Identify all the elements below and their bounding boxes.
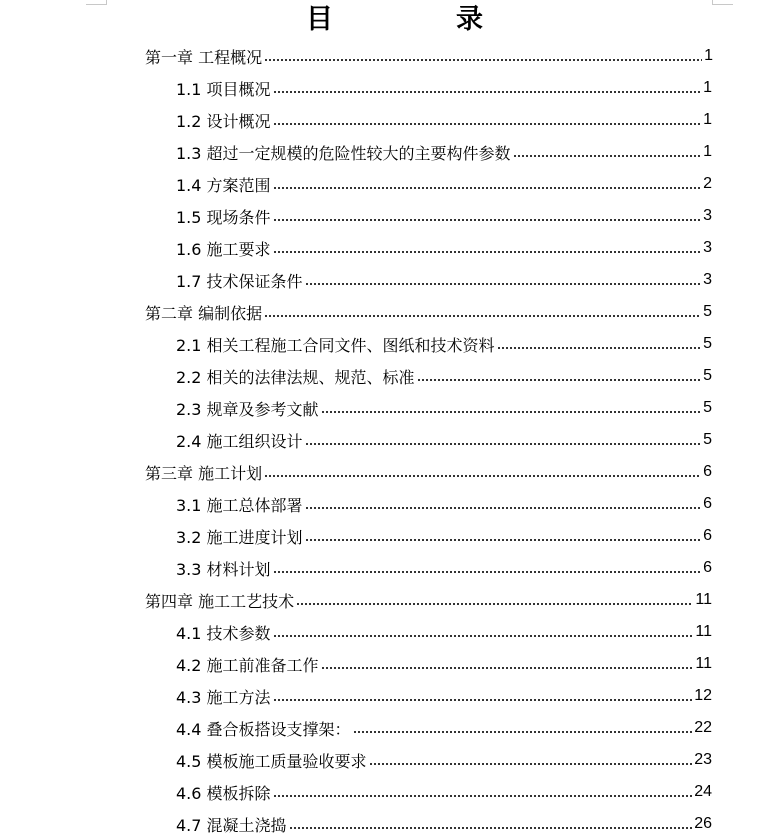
toc-title: 目 录 <box>306 4 531 35</box>
toc-page-number: 5 <box>703 431 712 448</box>
toc-page-number: 5 <box>703 335 712 352</box>
toc-leader-dots <box>273 84 702 94</box>
toc-leader-dots <box>369 756 693 766</box>
toc-page-number: 1 <box>704 47 713 64</box>
toc-page-number: 6 <box>703 527 712 544</box>
toc-leader-dots <box>305 532 702 542</box>
toc-leader-dots <box>264 468 701 478</box>
toc-entry-section-1-2[interactable] <box>0 104 712 136</box>
toc-entry-section-1-1[interactable] <box>0 72 712 104</box>
toc-entry-text: 4.7 混凝土浇捣 <box>176 815 287 835</box>
toc-entry-text: 1.3 超过一定规模的危险性较大的主要构件参数 <box>176 143 511 163</box>
toc-leader-dots <box>417 372 702 382</box>
toc-entry-text: 2.3 规章及参考文献 <box>176 399 319 419</box>
toc-entry-text: 3.1 施工总体部署 <box>176 495 303 515</box>
toc-leader-dots <box>264 308 701 318</box>
toc-page-number: 11 <box>695 623 712 640</box>
toc-leader-dots <box>305 436 702 446</box>
toc-entry-text: 4.3 施工方法 <box>176 687 271 707</box>
toc-leader-dots <box>273 564 702 574</box>
toc-page-number: 2 <box>703 175 712 192</box>
toc-page-number: 5 <box>703 303 712 320</box>
toc-page-number: 6 <box>703 495 712 512</box>
toc-entry-section-4-2[interactable] <box>0 648 712 680</box>
toc-entry-text: 4.4 叠合板搭设支撑架： <box>176 719 351 739</box>
toc-leader-dots <box>273 788 693 798</box>
toc-entry-text: 1.1 项目概况 <box>176 79 271 99</box>
toc-entry-section-4-6[interactable] <box>0 776 712 808</box>
toc-entry-chapter-3[interactable] <box>0 456 712 488</box>
toc-page-number: 12 <box>694 687 712 704</box>
toc-entry-section-4-3[interactable] <box>0 680 712 712</box>
toc-leader-dots <box>296 596 693 606</box>
toc-leader-dots <box>305 276 702 286</box>
toc-entry-text: 3.3 材料计划 <box>176 559 271 579</box>
toc-entry-text: 1.2 设计概况 <box>176 111 271 131</box>
toc-page-number: 5 <box>703 399 712 416</box>
toc-entry-section-2-3[interactable] <box>0 392 712 424</box>
toc-entry-section-3-1[interactable] <box>0 488 712 520</box>
toc-leader-dots <box>321 660 694 670</box>
toc-entry-text: 4.5 模板施工质量验收要求 <box>176 751 367 771</box>
toc-entry-section-4-7[interactable] <box>0 808 712 837</box>
toc-leader-dots <box>321 404 702 414</box>
toc-page-number: 1 <box>703 143 712 160</box>
toc-leader-dots <box>273 180 702 190</box>
toc-entry-section-1-5[interactable] <box>0 200 712 232</box>
toc-entry-section-2-2[interactable] <box>0 360 712 392</box>
toc-leader-dots <box>305 500 702 510</box>
toc-list <box>0 40 781 837</box>
toc-page-number: 3 <box>703 271 712 288</box>
toc-entry-text: 4.1 技术参数 <box>176 623 271 643</box>
toc-entry-section-2-4[interactable] <box>0 424 712 456</box>
toc-page-number: 11 <box>695 655 712 672</box>
toc-page-number: 23 <box>694 751 712 768</box>
toc-entry-text: 第四章 施工工艺技术 <box>145 591 295 611</box>
toc-page-number: 11 <box>695 591 712 608</box>
toc-entry-text: 1.7 技术保证条件 <box>176 271 303 291</box>
toc-leader-dots <box>264 52 702 62</box>
toc-leader-dots <box>273 212 702 222</box>
toc-page-number: 3 <box>703 207 712 224</box>
toc-entry-chapter-2[interactable] <box>0 296 712 328</box>
toc-page-number: 5 <box>703 367 712 384</box>
toc-leader-dots <box>497 340 702 350</box>
toc-leader-dots <box>513 148 702 158</box>
toc-entry-text: 1.4 方案范围 <box>176 175 271 195</box>
toc-entry-section-1-4[interactable] <box>0 168 712 200</box>
toc-entry-text: 第一章 工程概况 <box>145 47 263 67</box>
toc-page-number: 1 <box>703 111 712 128</box>
toc-page-number: 3 <box>703 239 712 256</box>
toc-entry-section-1-7[interactable] <box>0 264 712 296</box>
toc-leader-dots <box>273 692 693 702</box>
toc-entry-section-4-1[interactable] <box>0 616 712 648</box>
toc-page-number: 1 <box>703 79 712 96</box>
toc-entry-chapter-1[interactable] <box>0 40 713 72</box>
toc-page-number: 24 <box>694 783 712 800</box>
toc-entry-text: 2.1 相关工程施工合同文件、图纸和技术资料 <box>176 335 495 355</box>
toc-page-number: 26 <box>694 815 712 832</box>
toc-entry-section-3-2[interactable] <box>0 520 712 552</box>
toc-entry-text: 第二章 编制依据 <box>145 303 263 323</box>
toc-leader-dots <box>273 116 702 126</box>
toc-entry-chapter-4[interactable] <box>0 584 712 616</box>
toc-entry-section-3-3[interactable] <box>0 552 712 584</box>
toc-entry-section-1-3[interactable] <box>0 136 712 168</box>
toc-page-number: 6 <box>703 559 712 576</box>
toc-leader-dots <box>273 244 702 254</box>
toc-entry-text: 2.4 施工组织设计 <box>176 431 303 451</box>
toc-entry-text: 1.5 现场条件 <box>176 207 271 227</box>
toc-entry-section-4-4[interactable] <box>0 712 712 744</box>
toc-entry-text: 第三章 施工计划 <box>145 463 263 483</box>
toc-entry-section-4-5[interactable] <box>0 744 712 776</box>
toc-entry-section-2-1[interactable] <box>0 328 712 360</box>
toc-leader-dots <box>289 820 693 830</box>
toc-entry-text: 2.2 相关的法律法规、规范、标准 <box>176 367 415 387</box>
toc-page-number: 22 <box>694 719 712 736</box>
toc-entry-section-1-6[interactable] <box>0 232 712 264</box>
toc-entry-text: 4.6 模板拆除 <box>176 783 271 803</box>
toc-page-number: 6 <box>703 463 712 480</box>
toc-leader-dots <box>353 724 693 734</box>
toc-leader-dots <box>273 628 694 638</box>
toc-entry-text: 1.6 施工要求 <box>176 239 271 259</box>
toc-entry-text: 3.2 施工进度计划 <box>176 527 303 547</box>
toc-entry-text: 4.2 施工前准备工作 <box>176 655 319 675</box>
